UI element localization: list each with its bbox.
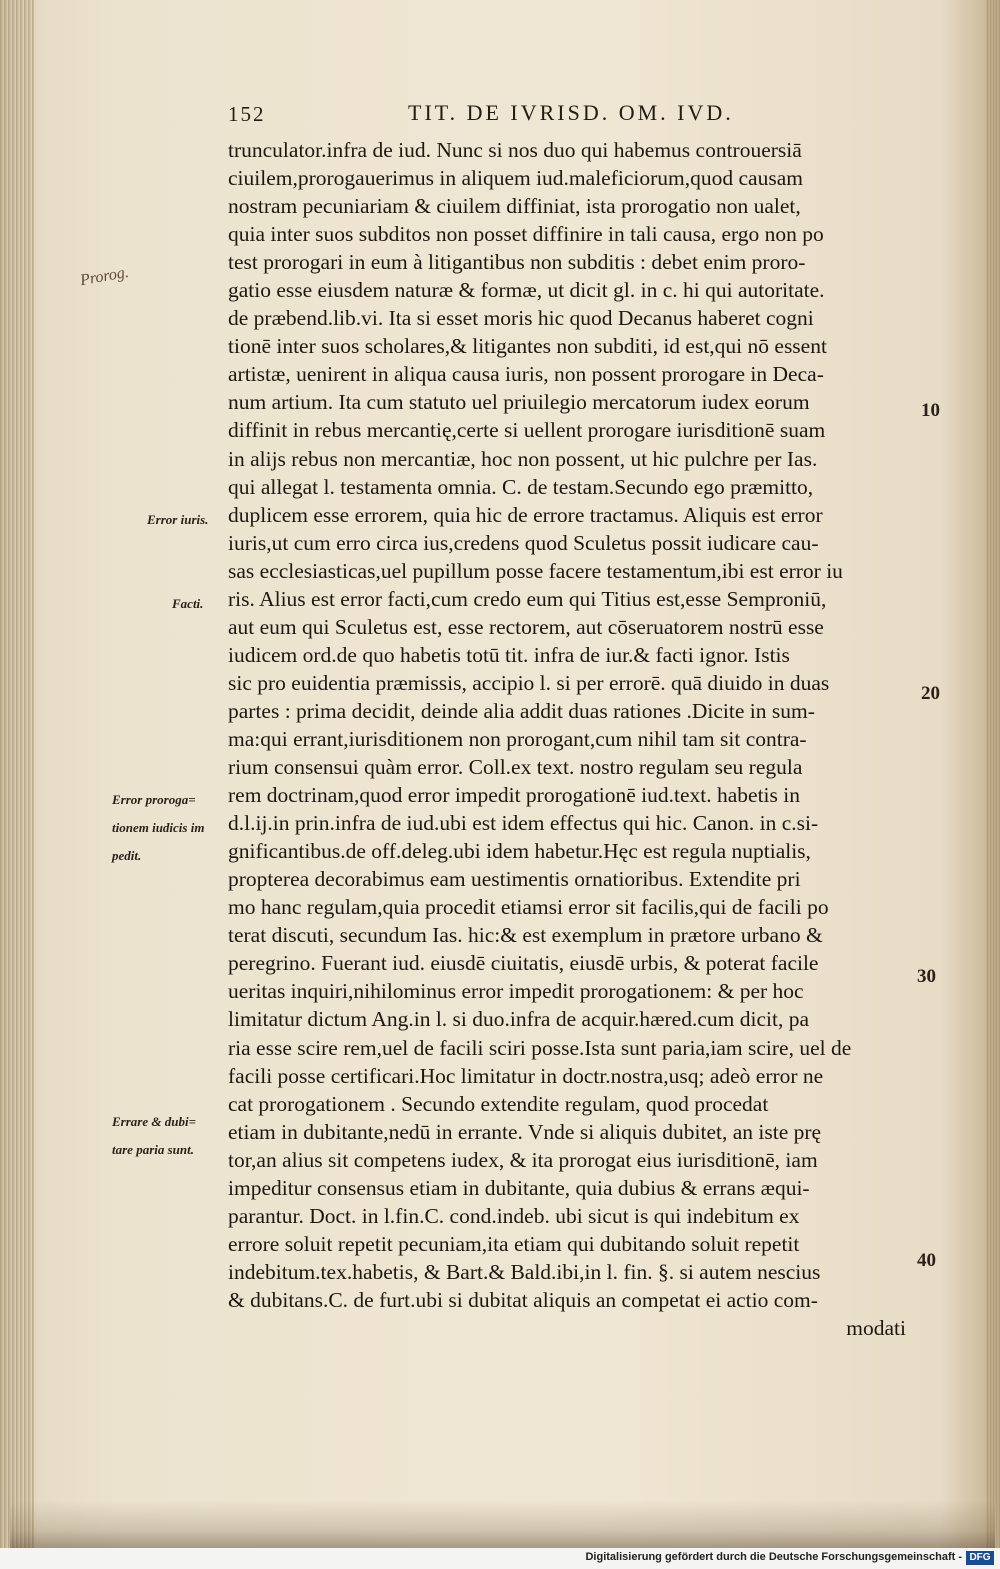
- margin-note-error-prorogationem: Error proroga=: [112, 792, 196, 807]
- text-line: d.l.ij.in prin.infra de iud.ubi est idem effectus qui hic. Canon. in c.si-: [228, 811, 819, 836]
- text-line: artistæ, uenirent in aliqua causa iuris, non possent prorogare in Deca-: [228, 362, 824, 387]
- text-line: gatio esse eiusdem naturæ & formæ, ut dicit gl. in c. hi qui autoritate.: [228, 278, 825, 303]
- running-head: TIT. DE IVRISD. OM. IVD.: [408, 100, 734, 125]
- text-line: impeditur consensus etiam in dubitante, quia dubius & errans æqui-: [228, 1175, 810, 1200]
- text-line: indebitum.tex.habetis, & Bart.& Bald.ibi,in l. fin. §. si autem nescius: [228, 1259, 821, 1284]
- text-line: diffinit in rebus mercantię,certe si uellent prorogare iurisditionē suam: [228, 418, 826, 443]
- margin-note-error-prorogationem: pedit.: [112, 848, 142, 863]
- text-line: peregrino. Fuerant iud. eiusdē ciuitatis, eiusdē urbis, & poterat facile: [228, 951, 819, 976]
- text-line: limitatur dictum Ang.in l. si duo.infra de acquir.hæred.cum dicit, pa: [228, 1007, 809, 1032]
- text-line: de præbend.lib.vi. Ita si esset moris hic quod Decanus haberet cogni: [228, 306, 814, 331]
- text-line: tor,an alius sit competens iudex, & ita prorogat eius iurisditionē, iam: [228, 1147, 818, 1172]
- margin-note-errare-dubitare: tare paria sunt.: [112, 1142, 194, 1157]
- margin-note-error-prorogationem: tionem iudicis im: [112, 820, 205, 835]
- body-text: [228, 136, 928, 1342]
- page-stack-right-edge: [986, 0, 1000, 1548]
- text-line: rem doctrinam,quod error impedit prorogationē iud.text. habetis in: [228, 783, 800, 808]
- text-line: quia inter suos subditos non posset diffinire in tali causa, ergo non po: [228, 222, 824, 247]
- page-header: [228, 100, 788, 130]
- text-line: aut eum qui Sculetus est, esse rectorem, aut cōseruatorem nostrū esse: [228, 614, 824, 639]
- handwritten-annotation: Prorog.: [78, 263, 131, 290]
- text-line: in alijs rebus non mercantiæ, hoc non possent, ut hic pulchre per Ias.: [228, 446, 818, 471]
- text-line: trunculator.infra de iud. Nunc si nos duo qui habemus controuersiā: [228, 138, 802, 162]
- text-line: ris. Alius est error facti,cum credo eum qui Titius est,esse Semproniū,: [228, 586, 827, 611]
- text-line: gnificantibus.de off.deleg.ubi idem habetur.Hęc est regula nuptialis,: [228, 839, 811, 864]
- text-line: mo hanc regulam,quia procedit etiamsi error sit facilis,qui de facili po: [228, 895, 829, 920]
- text-line: qui allegat l. testamenta omnia. C. de testam.Secundo ego præmitto,: [228, 474, 814, 499]
- text-line: ciuilem,prorogauerimus in aliquem iud.maleficiorum,quod causam: [228, 166, 803, 191]
- text-line: cat prorogationem . Secundo extendite regulam, quod procedat: [228, 1091, 769, 1116]
- text-line: sic pro euidentia præmissis, accipio l. si per errorē. quā diuido in duas: [228, 670, 830, 695]
- dfg-logo: DFG: [966, 1551, 994, 1565]
- page-number: 152: [228, 102, 266, 126]
- text-line: facili posse certificari.Hoc limitatur in doctr.nostra,usq; adeò error ne: [228, 1063, 824, 1088]
- digitization-footer: [0, 1548, 1000, 1569]
- text-line: test prorogari in eum à litigantibus non subditis : debet enim proro-: [228, 250, 806, 275]
- text-line: ueritas inquiri,nihilominus error impedit prorogationem: & per hoc: [228, 979, 804, 1004]
- text-line: num artium. Ita cum statuto uel priuilegio mercatorum iudex eorum: [228, 390, 810, 415]
- text-line: nostram pecuniariam & ciuilem diffiniat, ista prorogatio non ualet,: [228, 194, 801, 219]
- text-line: duplicem esse errorem, quia hic de errore tractamus. Aliquis est error: [228, 502, 823, 527]
- line-number: 30: [917, 966, 936, 987]
- text-line: parantur. Doct. in l.fin.C. cond.indeb. ubi sicut is qui indebitum ex: [228, 1203, 800, 1228]
- text-line: & dubitans.C. de furt.ubi si dubitat aliquis an competat ei actio com-: [228, 1287, 818, 1312]
- catchword: modati: [846, 1315, 906, 1340]
- margin-note-facti: Facti.: [172, 596, 204, 611]
- text-line: propterea decorabimus eam uestimentis ornatioribus. Extendite pri: [228, 867, 801, 892]
- margin-note-error-iuris: Error iuris.: [147, 512, 209, 527]
- text-line: tionē inter suos scholares,& litigantes non subditi, id est,qui nō essent: [228, 334, 827, 359]
- line-number: 10: [921, 400, 940, 421]
- page-bottom-shadow: [10, 1500, 995, 1548]
- text-line: ria esse scire rem,uel de facili sciri posse.Ista sunt paria,iam scire, uel de: [228, 1035, 852, 1060]
- footer-credit: Digitalisierung gefördert durch die Deutsche Forschungsgemeinschaft -: [585, 1551, 962, 1563]
- line-number: 20: [921, 683, 940, 704]
- text-line: etiam in dubitante,nedū in errante. Vnde si aliquis dubitet, an iste prę: [228, 1119, 822, 1144]
- text-line: iudicem ord.de quo habetis totū tit. infra de iur.& facti ignor. Istis: [228, 642, 790, 667]
- text-line: partes : prima decidit, deinde alia addit duas rationes .Dicite in sum-: [228, 698, 815, 723]
- text-line: errore soluit repetit pecuniam,ita etiam qui dubitando soluit repetit: [228, 1231, 800, 1256]
- page-stack-left-edge: [0, 0, 34, 1548]
- text-line: sas ecclesiasticas,uel pupillum posse facere testamentum,ibi est error iu: [228, 558, 843, 583]
- margin-note-errare-dubitare: Errare & dubi=: [112, 1114, 196, 1129]
- line-number: 40: [917, 1250, 936, 1271]
- text-line: terat discuti, secundum Ias. hic:& est exemplum in prætore urbano &: [228, 923, 823, 948]
- text-line: rium consensui quàm error. Coll.ex text. nostro regulam seu regula: [228, 755, 803, 780]
- text-line: iuris,ut cum erro circa ius,credens quod Sculetus possit iudicare cau-: [228, 530, 819, 555]
- text-line: ma:qui errant,iurisditionem non prorogant,cum nihil tam sit contra-: [228, 726, 807, 751]
